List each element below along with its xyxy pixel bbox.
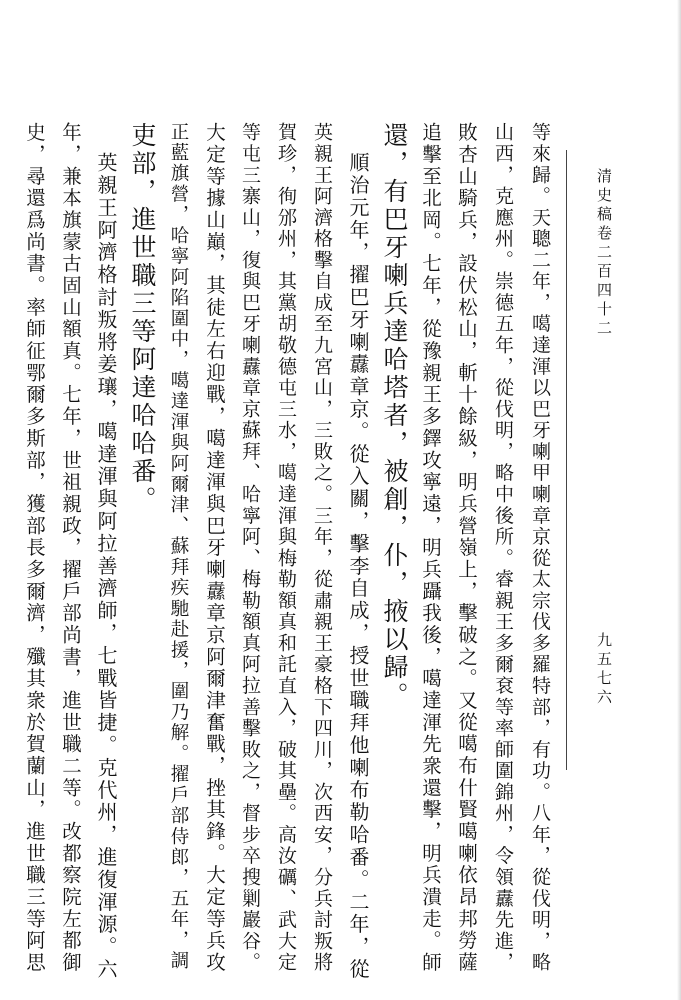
text-column-11: 正藍旗營，哈寧阿陷圍中，噶達渾與阿爾津、蘇拜疾馳赴援，圍乃解。擢戶部侍郎，五年，調 [168,122,189,972]
text-column-15: 史，尋還爲尚書。率師征鄂爾多斯部，獲部長多爾濟，殲其衆於賀蘭山，進世職三等阿思 [23,122,46,974]
header-divider [566,150,567,770]
text-column-7: 英親王阿濟格擊自成至九宮山，三敗之。三年，從肅親王豪格下四川，次西安，分兵討叛將 [311,122,333,974]
text-column-9: 等屯三寨山，復與巴牙喇纛章京蘇拜、哈寧阿、梅勒額真阿拉善擊敗之，督步卒搜剿巖谷。 [239,122,261,974]
page-number: 九五七六 [595,632,613,708]
text-column-13: 英親王阿濟格討叛將姜瓖，噶達渾與阿拉善濟師，七戰皆捷。克代州，進復渾源。六 [94,152,118,981]
text-column-14: 年，兼本旗蒙古固山額真。七年，世祖親政，擢戶部尚書，進世職二等。改都察院左都御 [59,122,82,974]
text-column-3: 敗杏山騎兵，設伏松山，斬十餘級，明兵營嶺上，擊破之。又從噶布什賢噶喇依昂邦勞薩 [455,122,478,974]
text-column-4: 追擊至北岡。七年，從豫親王多鐸攻寧遠，明兵躡我後，噶達渾先衆還擊，明兵潰走。師 [419,122,442,974]
book-title-header: 清史稿卷二百四十二 [595,168,613,339]
text-column-10: 大定等據山巔，其徒左右迎戰，噶達渾與巴牙喇纛章京阿爾津奮戰，挫其鋒。大定等兵攻 [203,122,226,974]
text-column-2: 山西，克應州。崇德五年，從伐明，略中後所。睿親王多爾袞等率師圍錦州，令領纛先進， [492,122,514,974]
text-column-12: 吏部，進世職三等阿達哈哈番。 [128,122,157,514]
text-column-5: 還，有巴牙喇兵達哈塔者，被創，仆，掖以歸。 [380,122,409,710]
text-column-6: 順治元年，擢巴牙喇纛章京。從入關，擊李自成，授世職拜他喇布勒哈番。二年，從 [346,152,370,981]
scan-edge-shadow [677,0,681,1000]
text-column-8: 賀珍，徇邠州，其黨胡敬德屯三水，噶達渾與梅勒額真和託直入，破其壘。高汝礪、武大定 [275,122,297,974]
text-column-1: 等來歸。天聰二年，噶達渾以巴牙喇甲喇章京從太宗伐多羅特部，有功。八年，從伐明，略 [529,122,551,974]
